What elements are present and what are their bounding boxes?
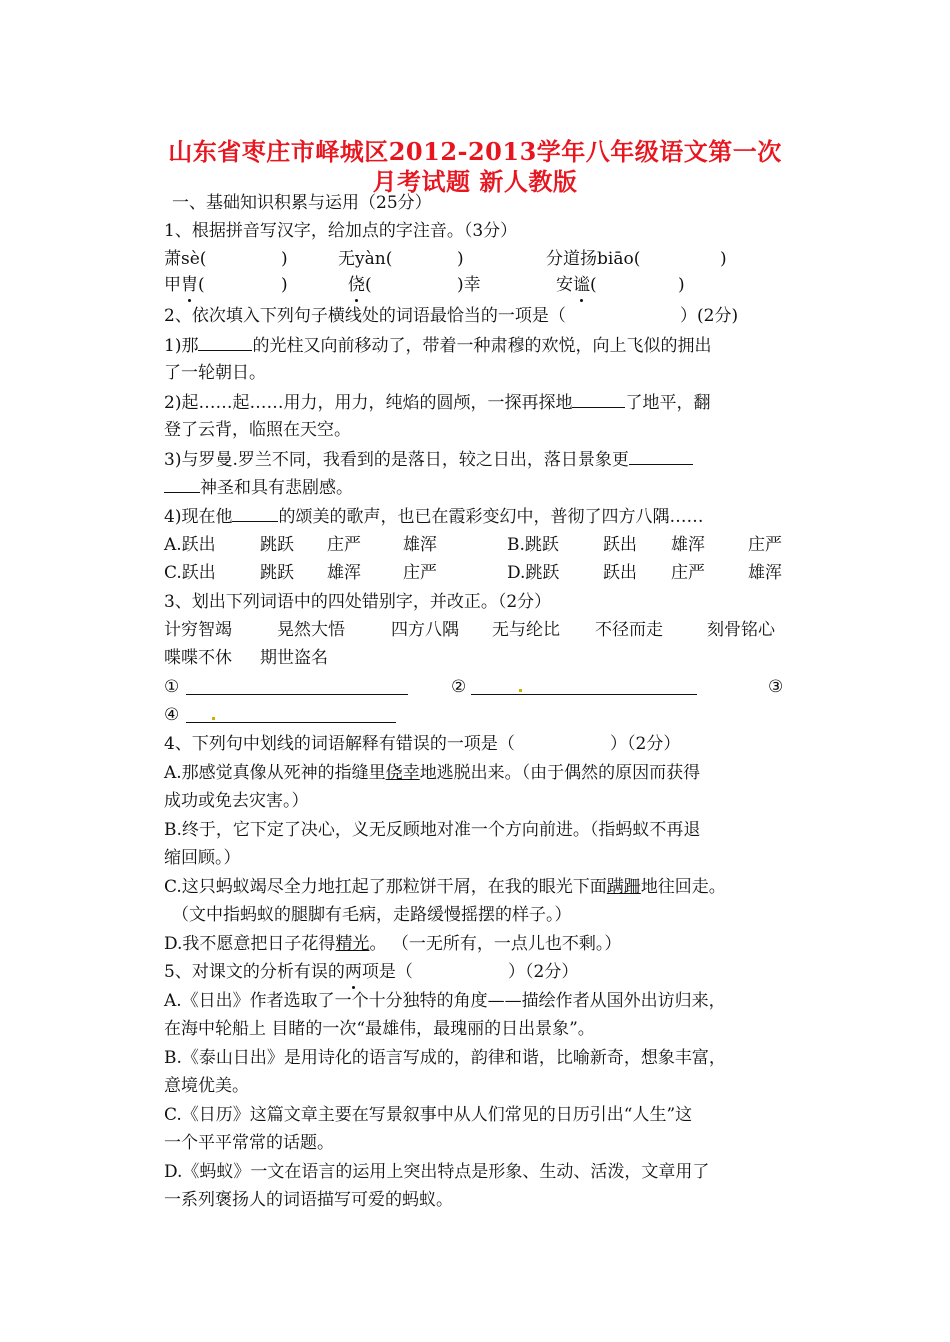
fill-blank: [572, 391, 625, 408]
q1-stem: 1、根据拼音写汉字，给加点的字注音。（3分）: [164, 221, 518, 241]
q2-sentence-3: 3)与罗曼.罗兰不同，我看到的是落日，较之日出，落日景象更: [164, 448, 693, 471]
q4-stem: 4、下列句中划线的词语解释有错误的一项是（ ）（2分）: [164, 734, 681, 754]
q5-option-b: B.《泰山日出》是用诗化的语言写成的，韵律和谐，比喻新奇，想象丰富，: [164, 1048, 726, 1068]
q2-sentence-4: 4)现在他 的颂美的歌声，也已在霞彩变幻中，普彻了四方八隅……: [164, 507, 704, 527]
q4-option-c: C.这只蚂蚁竭尽全力地扛起了那粒饼干屑，在我的眼光下面蹒跚地往回走。: [164, 877, 726, 897]
q5-option-c: C.《日历》这篇文章主要在写景叙事中从人们常见的日历引出“人生”这: [164, 1105, 693, 1125]
q4-option-a: A.那感觉真像从死神的指缝里侥幸地逃脱出来。（由于偶然的原因而获得: [164, 763, 701, 783]
q1-item-xing: )幸: [457, 275, 481, 295]
answer-line-4: [186, 706, 396, 723]
q3-stem: 3、划出下列词语中的四处错别字，并改正。（2分）: [164, 592, 552, 612]
q4-option-c-cont: （文中指蚂蚁的腿脚有毛病，走路缓慢摇摆的样子。）: [172, 905, 572, 925]
q1-paren-close: ): [281, 275, 288, 295]
q1-paren-close: ): [678, 275, 685, 295]
q2-sentence-1: 1)那 的光柱又向前移动了，带着一种肃穆的欢悦，向上飞似的拥出: [164, 336, 712, 356]
q2-sentence-1-cont: 了一轮朝日。: [164, 363, 266, 383]
answer-mark-1: ①: [164, 677, 180, 697]
fill-blank: [164, 476, 200, 493]
q1-item-an: 安谧(: [556, 275, 597, 295]
q5-option-a-cont: 在海中轮船上 目睹的一次“最雄伟，最瑰丽的日出景象”。: [164, 1019, 595, 1039]
q2-sentence-2: 2)起……起……用力，用力，纯焰的圆颅，一探再探地 了地平，翻: [164, 393, 711, 413]
q1-item-wu: 无yàn(: [338, 249, 393, 269]
q1-paren-close: ): [281, 249, 288, 269]
fill-blank: [232, 505, 278, 522]
answer-mark-3: ③: [768, 677, 784, 697]
q4-option-b: B.终于，它下定了决心，义无反顾地对准一个方向前进。（指蚂蚁不再退: [164, 820, 701, 840]
q5-option-c-cont: 一个平平常常的话题。: [164, 1133, 334, 1153]
q1-item-jia: 甲胄(: [164, 275, 205, 295]
q5-option-b-cont: 意境优美。: [164, 1076, 249, 1096]
answer-mark-4: ④: [164, 705, 180, 725]
q2-sentence-3-cont: 神圣和具有悲剧感。: [164, 476, 353, 499]
exam-page: 山东省枣庄市峄城区2012-2013学年八年级语文第一次 月考试题 新人教版 一、基础知识积累与运用（25分） 1、根据拼音写汉字，给加点的字注音。（3分） 萧sè( ) 无yàn( ) 分道扬biāo( ) 甲胄( ) 侥( )幸 安谧( ) 2、依次填入下列句子横线处的词语最恰当的一项是（ ）(2分) 1)那 的光柱又向前移动了，带着一种肃穆的欢悦，向上飞似的拥出 了一轮朝日。 2)起……起……用力，用力，纯焰的圆颅，一探再探地 了地平，翻 登了云背，临照在天空。 3)与罗曼.罗兰不同，我看到的是落日，较之日出，落日景象更 神圣和具有悲剧感。 4)现在他 的颂美的歌声，也已在霞彩变幻中，普彻了四方八隅…… A.跃出 跳跃 庄严 雄浑 B.跳跃 跃出 雄浑 庄严 C.跃出 跳跃 雄浑 庄严 D.跳跃 跃出 庄严 雄浑 3、划出下列词语中的四处错别字，并改正。（2分） 计穷智竭 晃然大悟 四方八隅 无与纶比 不径而走 刻骨铭心 喋喋不休 期世盗名 ① ② ③ ④ 4、下列句中划线的词语解释有错误的一项是（ ）（2分） A.那感觉真像从死神的指缝里侥幸地逃脱出来。（由于偶然的原因而获得 成功或免去灾害。） B.终于，它下定了决心，义无反顾地对准一个方向前进。（指蚂蚁不再退 缩回顾。） C.这只蚂蚁竭尽全力地扛起了那粒饼干屑，在我的眼光下面蹒跚地往回走。 （文中指蚂蚁的腿脚有毛病，走路缓慢摇摆的样子。） D.我不愿意把日子花得精光。 （一无所有，一点儿也不剩。） 5、对课文的分析有误的两项是（ ）（2分） A.《日出》作者选取了一个十分独特的角度——描绘作者从国外出访归来， 在海中轮船上 目睹的一次“最雄伟，最瑰丽的日出景象”。 B.《泰山日出》是用诗化的语言写成的，韵律和谐，比喻新奇，想象丰富， 意境优美。 C.《日历》这篇文章主要在写景叙事中从人们常见的日历引出“人生”这 一个平平常常的话题。 D.《蚂蚁》一文在语言的运用上突出特点是形象、生动、活泼，文章用了 一系列褒扬人的词语描写可爱的蚂蚁。: [0, 0, 950, 1342]
q1-item-xiao: 萧sè(: [164, 249, 207, 269]
stray-mark: [212, 717, 215, 720]
fill-blank: [629, 448, 693, 465]
q5-option-d: D.《蚂蚁》一文在语言的运用上突出特点是形象、生动、活泼，文章用了: [164, 1162, 710, 1182]
page-title-line1: 山东省枣庄市峄城区2012-2013学年八年级语文第一次: [168, 137, 782, 166]
q2-stem: 2、依次填入下列句子横线处的词语最恰当的一项是（ ）(2分): [164, 306, 739, 326]
q1-paren-close: ): [720, 249, 727, 269]
section-heading: 一、基础知识积累与运用（25分）: [172, 193, 432, 213]
q1-item-jiao: 侥(: [348, 275, 372, 295]
q4-option-d: D.我不愿意把日子花得精光。 （一无所有，一点儿也不剩。）: [164, 934, 622, 954]
q1-item-fen: 分道扬biāo(: [546, 249, 641, 269]
page-title-line2: 月考试题 新人教版: [372, 167, 578, 196]
q4-option-b-cont: 缩回顾。）: [164, 848, 241, 868]
q2-sentence-2-cont: 登了云背，临照在天空。: [164, 420, 351, 440]
q5-option-a: A.《日出》作者选取了一个十分独特的角度——描绘作者从国外出访归来，: [164, 991, 726, 1011]
q5-stem: 5、对课文的分析有误的两项是（ ）（2分）: [164, 962, 579, 982]
answer-line-2: [471, 678, 697, 695]
answer-mark-2: ②: [451, 677, 467, 697]
q4-option-a-cont: 成功或免去灾害。）: [164, 791, 309, 811]
fill-blank: [198, 334, 252, 351]
answer-line-1: [186, 678, 408, 695]
q1-paren-close: ): [457, 249, 464, 269]
stray-mark: [519, 689, 522, 692]
q5-option-d-cont: 一系列褒扬人的词语描写可爱的蚂蚁。: [164, 1190, 453, 1210]
